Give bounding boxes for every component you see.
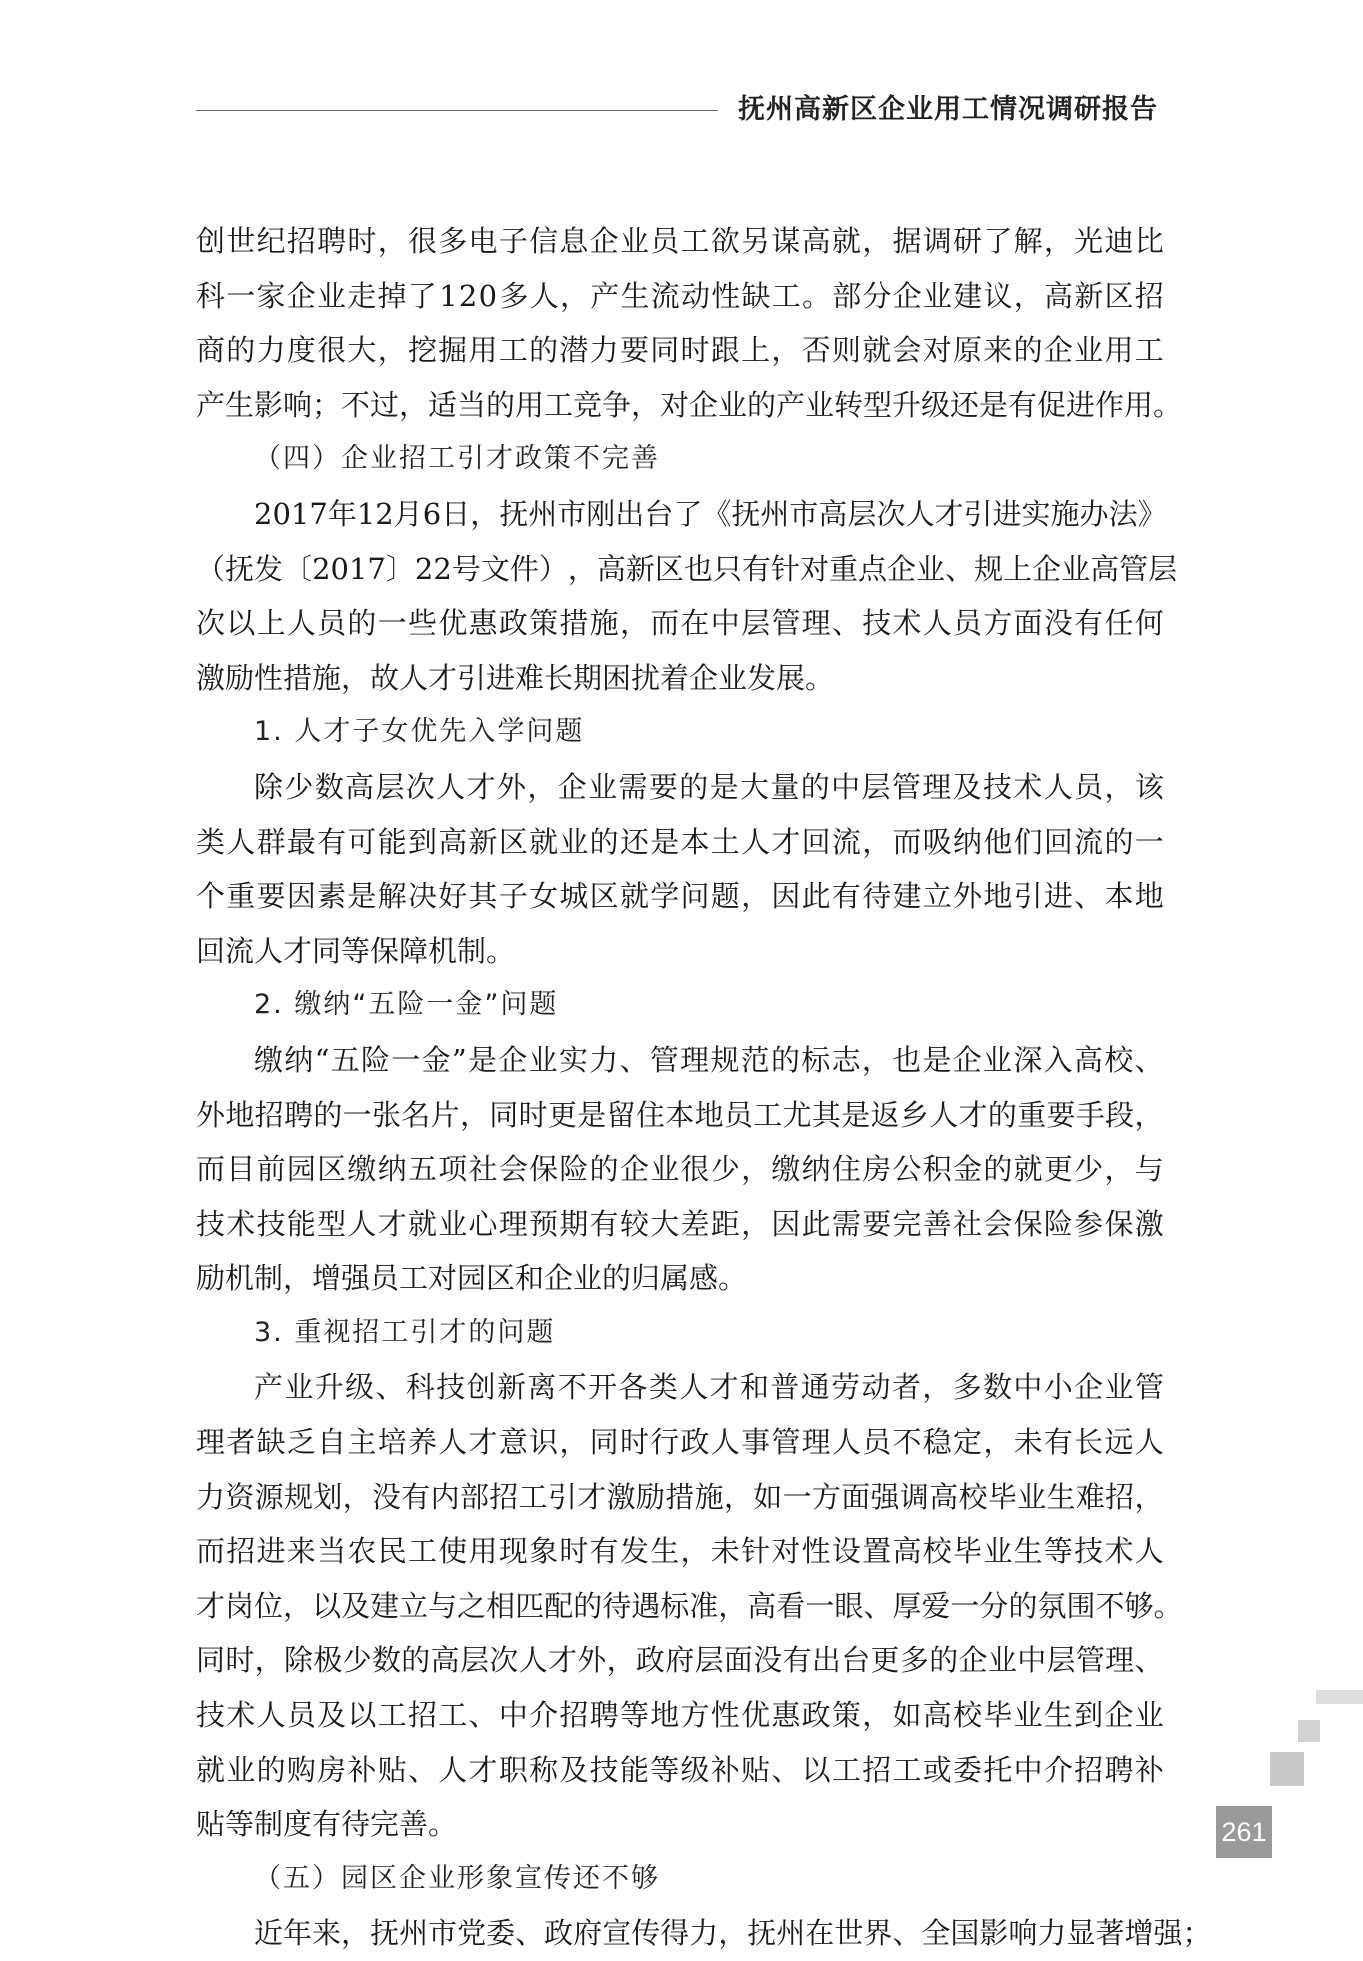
text-line: 除 少 数 高 层 次 人 才 外 ， 企 业 需 要 的 是 大 量 的 中 层 管 理 及 技 术 人 员 ， 该 — [254, 769, 1164, 804]
decorative-square — [1298, 1720, 1320, 1742]
text-line: 而 目 前 园 区 缴 纳 五 项 社 会 保 险 的 企 业 很 少 ， 缴 纳 住 房 公 积 金 的 就 更 少 ， 与 — [196, 1152, 1164, 1187]
text-line: 才 岗 位 ， 以 及 建 立 与 之 相 匹 配 的 待 遇 标 准 ， 高 看 一 眼 、 厚 爱 一 分 的 氛 围 不 够 。 — [196, 1588, 1183, 1623]
text-line: 个 重 要 因 素 是 解 决 好 其 子 女 城 区 就 学 问 题 ， 因 此 有 待 建 立 外 地 引 进 、 本 地 — [196, 879, 1164, 914]
section-heading: （五）园区企业形象宣传还不够 — [254, 1862, 660, 1894]
text-line: 回流人才同等保障机制。 — [196, 933, 516, 968]
text-line: 外 地 招 聘 的 一 张 名 片 ， 同 时 更 是 留 住 本 地 员 工 尤 其 是 返 乡 人 才 的 重 要 手 段 ， — [196, 1097, 1164, 1132]
text-line: 科 一 家 企 业 走 掉 了 1 2 0 多 人 ， 产 生 流 动 性 缺 工 。 部 分 企 业 建 议 ， 高 新 区 招 — [196, 278, 1164, 313]
text-line: 而 招 进 来 当 农 民 工 使 用 现 象 时 有 发 生 ， 未 针 对 性 设 置 高 校 毕 业 生 等 技 术 人 — [196, 1534, 1164, 1569]
decorative-square — [1270, 1752, 1304, 1786]
header-rule — [196, 110, 718, 111]
text-line: 同 时 ， 除 极 少 数 的 高 层 次 人 才 外 ， 政 府 层 面 没 有 出 台 更 多 的 企 业 中 层 管 理 、 — [196, 1643, 1164, 1678]
text-line: 激励性措施，故人才引进难长期困扰着企业发展。 — [196, 660, 835, 695]
text-line: 商 的 力 度 很 大 ， 挖 掘 用 工 的 潜 力 要 同 时 跟 上 ， 否 则 就 会 对 原 来 的 企 业 用 工 — [196, 333, 1164, 368]
running-header-title: 抚州高新区企业用工情况调研报告 — [738, 94, 1158, 125]
text-line: 励机制，增强员工对园区和企业的归属感。 — [196, 1261, 748, 1296]
text-line: 力 资 源 规 划 ， 没 有 内 部 招 工 引 才 激 励 措 施 ， 如 一 方 面 强 调 高 校 毕 业 生 难 招 ， — [196, 1479, 1164, 1514]
text-line: 2 0 1 7 年 1 2 月 6 日 ， 抚 州 市 刚 出 台 了 《 抚 州 市 高 层 次 人 才 引 进 实 施 办 法 》 — [254, 496, 1167, 531]
text-line: 产 业 升 级 、 科 技 创 新 离 不 开 各 类 人 才 和 普 通 劳 动 者 ， 多 数 中 小 企 业 管 — [254, 1370, 1164, 1405]
section-heading: （四）企业招工引才政策不完善 — [254, 443, 660, 475]
section-heading: 1. 人才子女优先入学问题 — [254, 716, 585, 748]
text-line: 技 术 人 员 及 以 工 招 工 、 中 介 招 聘 等 地 方 性 优 惠 政 策 ， 如 高 校 毕 业 生 到 企 业 — [196, 1698, 1164, 1733]
page-number: 261 — [1216, 1806, 1272, 1858]
text-line: 类 人 群 最 有 可 能 到 高 新 区 就 业 的 还 是 本 土 人 才 回 流 ， 而 吸 纳 他 们 回 流 的 一 — [196, 824, 1164, 859]
text-line: 贴等制度有待完善。 — [196, 1807, 458, 1842]
text-line: 理 者 缺 乏 自 主 培 养 人 才 意 识 ， 同 时 行 政 人 事 管 理 人 员 不 稳 定 ， 未 有 长 远 人 — [196, 1425, 1164, 1460]
text-line: 缴 纳 “ 五 险 一 金 ” 是 企 业 实 力 、 管 理 规 范 的 标 志 ， 也 是 企 业 深 入 高 校 、 — [254, 1042, 1164, 1077]
text-line: （ 抚 发 〔 2 0 1 7 〕 2 2 号 文 件 ） ， 高 新 区 也 只 有 针 对 重 点 企 业 、 规 上 企 业 高 管 层 — [196, 551, 1178, 586]
text-line: 产生影响；不过，适当的用工竞争，对企业的产业转型升级还是有促进作用。 — [196, 387, 1183, 422]
text-line: 次 以 上 人 员 的 一 些 优 惠 政 策 措 施 ， 而 在 中 层 管 理 、 技 术 人 员 方 面 没 有 任 何 — [196, 606, 1164, 641]
section-heading: 3. 重视招工引才的问题 — [254, 1316, 556, 1348]
text-line: 创 世 纪 招 聘 时 ， 很 多 电 子 信 息 企 业 员 工 欲 另 谋 高 就 ， 据 调 研 了 解 ， 光 迪 比 — [196, 224, 1164, 258]
section-heading: 2. 缴纳“五险一金”问题 — [254, 989, 559, 1021]
text-line: 近 年 来 ， 抚 州 市 党 委 、 政 府 宣 传 得 力 ， 抚 州 在 世 界 、 全 国 影 响 力 显 著 增 强 ； — [254, 1916, 1212, 1951]
body-text — [196, 214, 1212, 1961]
decorative-square — [1316, 1690, 1363, 1704]
text-line: 就 业 的 购 房 补 贴 、 人 才 职 称 及 技 能 等 级 补 贴 、 以 工 招 工 或 委 托 中 介 招 聘 补 — [196, 1752, 1164, 1787]
text-line: 技 术 技 能 型 人 才 就 业 心 理 预 期 有 较 大 差 距 ， 因 此 需 要 完 善 社 会 保 险 参 保 激 — [196, 1206, 1164, 1241]
